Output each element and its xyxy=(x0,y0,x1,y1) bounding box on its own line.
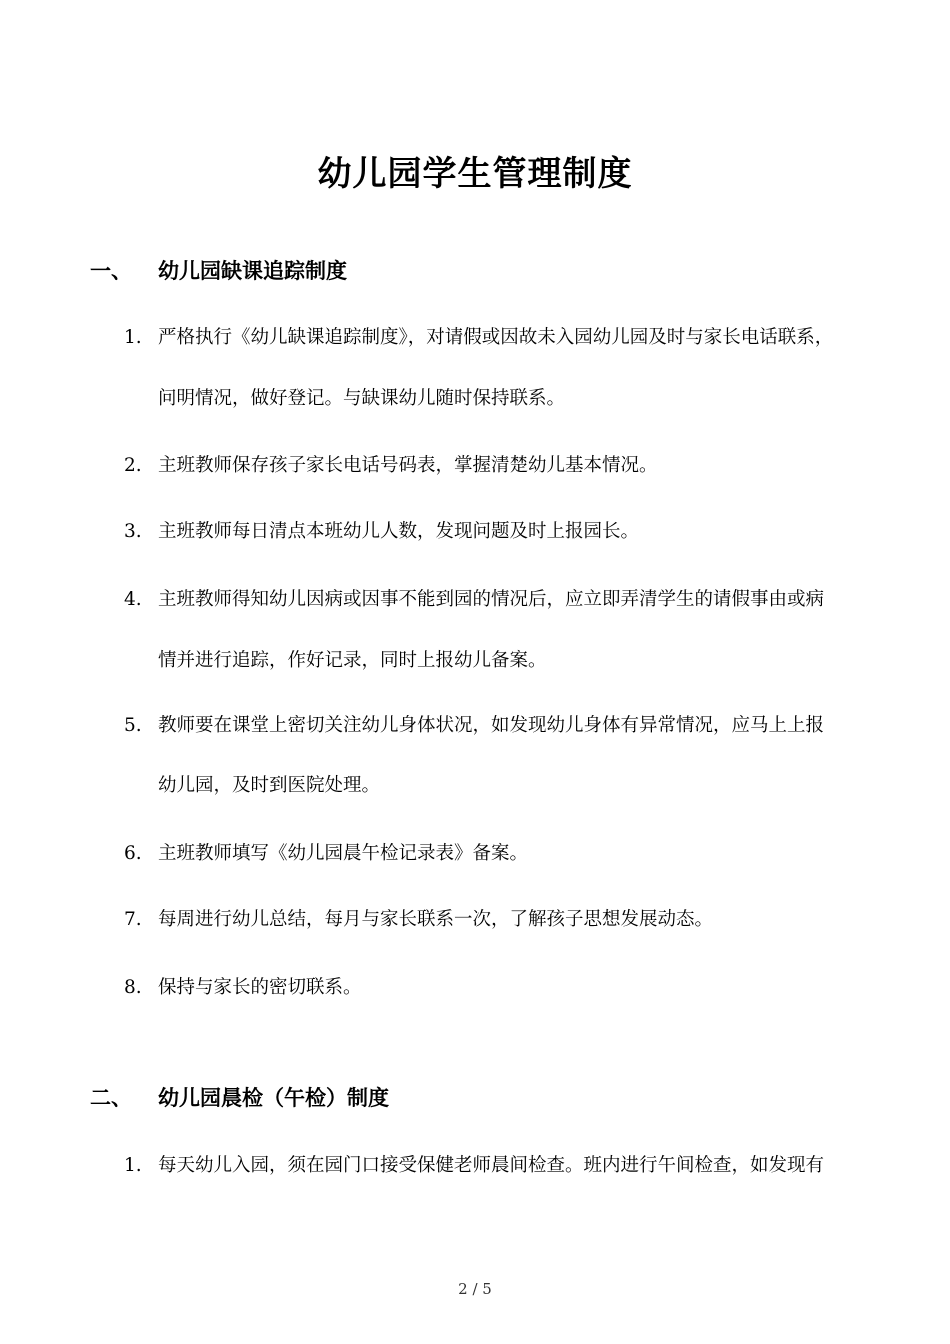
section-title: 幼儿园晨检（午检）制度 xyxy=(158,1086,389,1110)
item-number: 6. xyxy=(124,843,142,864)
item-number: 7. xyxy=(124,909,142,930)
section-heading-1 xyxy=(90,256,347,286)
item-text: 每周进行幼儿总结，每月与家长联系一次，了解孩子思想发展动态。 xyxy=(158,909,714,930)
list-item xyxy=(124,1151,880,1181)
item-text: 情并进行追踪，作好记录，同时上报幼儿备案。 xyxy=(158,650,547,671)
item-number: 5. xyxy=(124,715,142,736)
section-number: 一、 xyxy=(90,259,132,283)
page-number: 2 / 5 xyxy=(458,1280,492,1298)
item-text: 教师要在课堂上密切关注幼儿身体状况，如发现幼儿身体有异常情况，应马上上报 xyxy=(158,715,825,736)
list-item-continuation xyxy=(124,646,880,676)
item-number: 1. xyxy=(124,1155,142,1176)
list-item xyxy=(124,451,880,481)
item-text: 问明情况，做好登记。与缺课幼儿随时保持联系。 xyxy=(158,388,566,409)
list-item-continuation xyxy=(124,384,880,414)
section-heading-2 xyxy=(90,1083,389,1113)
item-text: 主班教师得知幼儿因病或因事不能到园的情况后，应立即弄清学生的请假事由或病 xyxy=(158,589,825,610)
list-item xyxy=(124,323,880,353)
item-number: 3. xyxy=(124,521,142,542)
item-number: 2. xyxy=(124,455,142,476)
section-title: 幼儿园缺课追踪制度 xyxy=(158,259,347,283)
list-item xyxy=(124,517,880,547)
list-item-continuation xyxy=(124,771,880,801)
list-item xyxy=(124,905,880,935)
item-number: 1. xyxy=(124,327,142,348)
list-item xyxy=(124,973,880,1003)
item-text: 每天幼儿入园，须在园门口接受保健老师晨间检查。班内进行午间检查，如发现有 xyxy=(158,1155,825,1176)
list-item xyxy=(124,585,880,615)
item-text: 主班教师保存孩子家长电话号码表，掌握清楚幼儿基本情况。 xyxy=(158,455,658,476)
item-text: 严格执行《幼儿缺课追踪制度》，对请假或因故未入园幼儿园及时与家长电话联系， xyxy=(158,327,834,348)
list-item xyxy=(124,711,880,741)
list-item xyxy=(124,839,880,869)
document-title: 幼儿园学生管理制度 xyxy=(317,154,633,194)
item-text: 主班教师每日清点本班幼儿人数，发现问题及时上报园长。 xyxy=(158,521,640,542)
section-number: 二、 xyxy=(90,1086,132,1110)
item-number: 8. xyxy=(124,977,142,998)
item-text: 保持与家长的密切联系。 xyxy=(158,977,362,998)
item-text: 幼儿园，及时到医院处理。 xyxy=(158,775,381,796)
item-text: 主班教师填写《幼儿园晨午检记录表》备案。 xyxy=(158,843,529,864)
item-number: 4. xyxy=(124,589,142,610)
